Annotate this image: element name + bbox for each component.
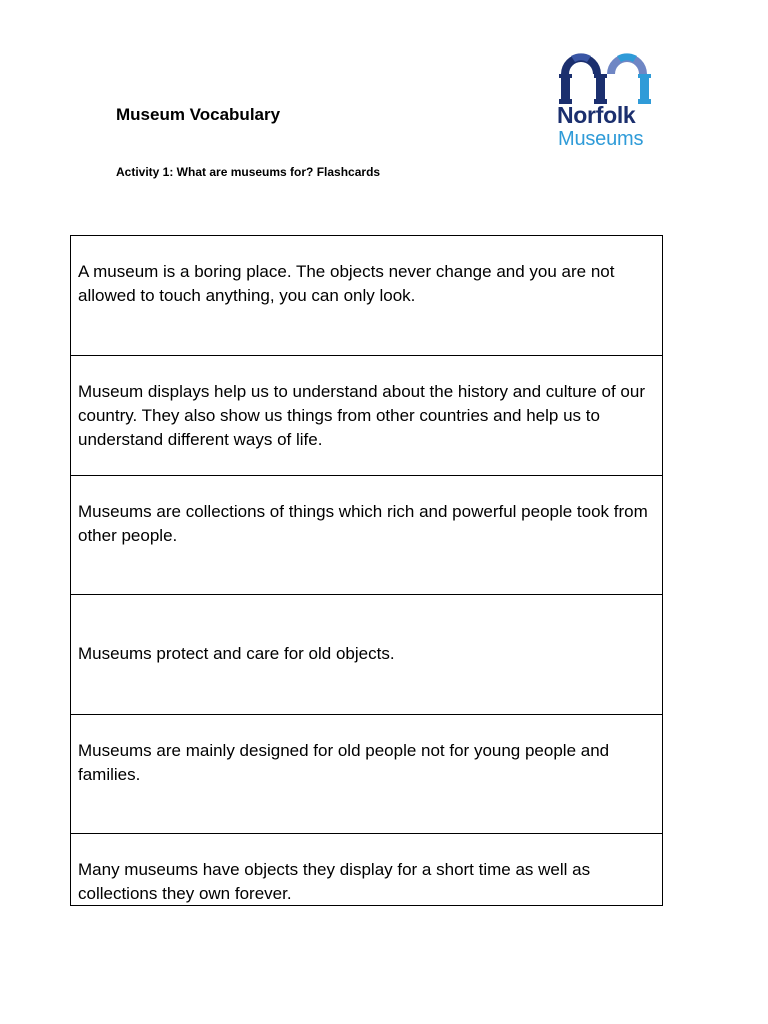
arches-logo-icon: [557, 44, 657, 104]
flashcard: Museums protect and care for old objects.: [71, 594, 662, 714]
page-title: Museum Vocabulary: [116, 105, 281, 124]
activity-heading: Activity 1: What are museums for? Flashcards: [116, 165, 381, 179]
norfolk-museums-logo: [557, 44, 661, 154]
flashcards-table: [70, 235, 663, 906]
logo-text-norfolk: Norfolk: [557, 102, 636, 128]
flashcard: A museum is a boring place. The objects never change and you are not allowed to touch anything, you can only look.: [78, 262, 615, 305]
flashcard: Museums are mainly designed for old people not for young people and families.: [71, 714, 662, 833]
flashcard: Museums are collections of things which rich and powerful people took from other people.: [71, 475, 662, 594]
logo-text-museums: Museums: [558, 128, 644, 150]
flashcard: Museum displays help us to understand about the history and culture of our country. They also show us things from other countries and help us to understand different ways of life.: [71, 355, 662, 475]
flashcard: Many museums have objects they display for a short time as well as collections they own forever.: [71, 833, 662, 905]
